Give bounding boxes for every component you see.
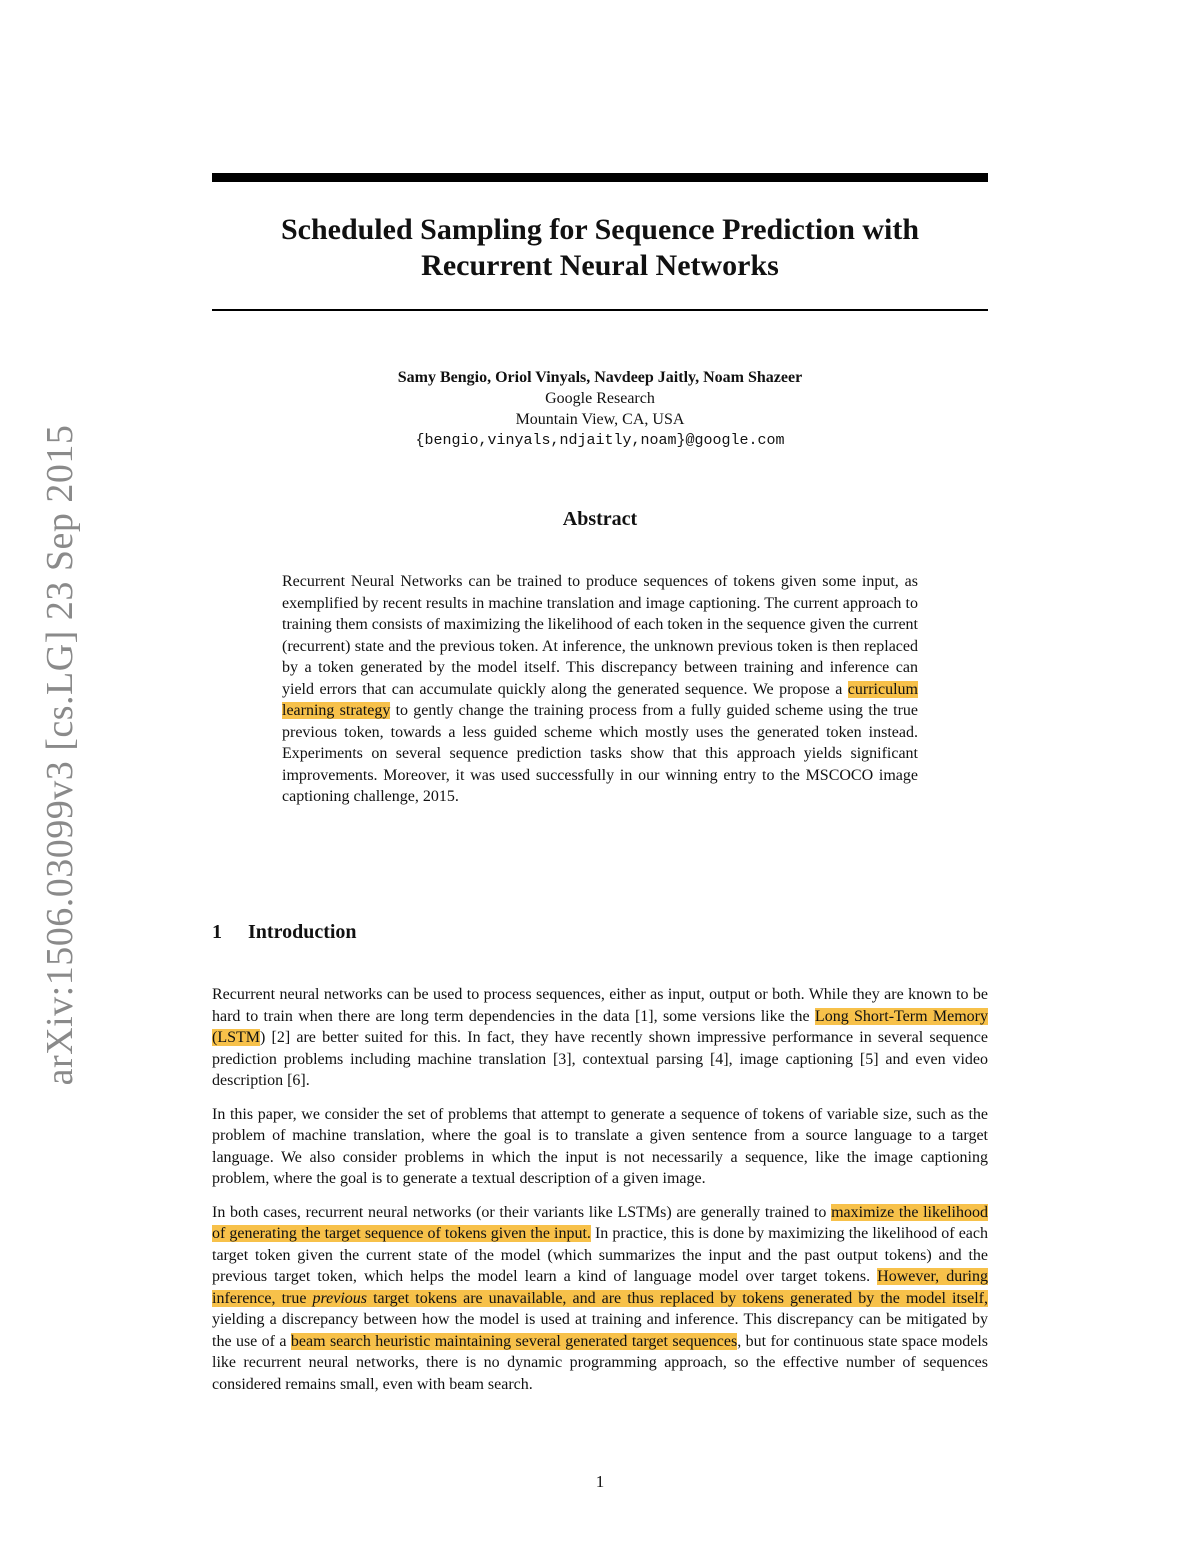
title-line-1: Scheduled Sampling for Sequence Prediction with	[280, 213, 920, 246]
intro-paragraph-1	[212, 984, 988, 1092]
intro-p1-text-1: Recurrent neural networks can be used to process sequences, either as input, output or both. While they are known to be hard to train when there are long term dependencies in the data [1], some versions like the	[212, 986, 988, 1025]
page-number: 1	[595, 1472, 605, 1491]
section-heading	[212, 921, 357, 944]
title-line-2: Recurrent Neural Networks	[421, 249, 779, 282]
highlight-curriculum: curriculum learning strategy	[282, 680, 918, 719]
abstract-text-1: Recurrent Neural Networks can be trained to produce sequences of tokens given some input, as exemplified by recent results in machine translation and image captioning. The current approach to training them consists of maximizing the likelihood of each token in the sequence given the current (recurrent) state and the previous token. At inference, the unknown previous token is then replaced by a token generated by the model itself. This discrepancy between training and inference can yield errors that can accumulate quickly along the generated sequence. We propose a	[282, 573, 918, 698]
author-names: Samy Bengio, Oriol Vinyals, Navdeep Jaitly, Noam Shazeer	[397, 369, 803, 386]
highlight-inference-c: target tokens are unavailable, and are thus replaced by tokens generated by the model itself,	[367, 1289, 988, 1307]
intro-paragraph-2: In this paper, we consider the set of problems that attempt to generate a sequence of tokens of variable size, such as the problem of machine translation, where the goal is to translate a given sentence from a source language to a target language. We also consider problems in which the input is not necessarily a sequence, like the image captioning problem, where the goal is to generate a textual description of a given image.	[212, 1105, 988, 1187]
arxiv-identifier: arXiv:1506.03099v3 [cs.LG] 23 Sep 2015	[39, 424, 81, 1086]
affiliation: Google Research	[545, 390, 655, 407]
intro-p3-text-4: , but for continuous state space models like recurrent neural networks, there is no dynamic programming approach, so the effective number of sequences considered remains small, even with beam search.	[212, 1332, 989, 1393]
section-number: 1	[212, 921, 222, 943]
section-title: Introduction	[248, 921, 357, 943]
highlight-inference-a: However, during inference, true	[212, 1268, 988, 1307]
highlight-inference-italic: previous	[312, 1289, 368, 1307]
introduction-body	[212, 984, 988, 1407]
intro-paragraph-3	[212, 1202, 988, 1396]
title-rule-bottom	[212, 309, 988, 311]
highlight-lstm: Long Short-Term Memory (LSTM	[212, 1007, 988, 1046]
location: Mountain View, CA, USA	[515, 411, 685, 428]
title-rule-top	[212, 173, 988, 182]
email: {bengio,vinyals,ndjaitly,noam}@google.com	[415, 432, 785, 449]
intro-p3-text-3: yielding a discrepancy between how the model is used at training and inference. This discrepancy can be mitigated by the use of a	[212, 1311, 988, 1350]
highlight-beam-search: beam search heuristic maintaining several generated target sequences	[290, 1332, 738, 1350]
intro-p3-text-1: In both cases, recurrent neural networks (or their variants like LSTMs) are generally trained to	[212, 1203, 832, 1221]
abstract-heading: Abstract	[562, 508, 638, 530]
abstract-text-2: to gently change the training process from a fully guided scheme using the true previous token, towards a less guided scheme which mostly uses the generated token instead. Experiments on several sequence prediction tasks show that this approach yields significant improvements. Moreover, it was used successfully in our winning entry to the MSCOCO image captioning challenge, 2015.	[282, 702, 918, 805]
intro-p3-text-2: In practice, this is done by maximizing the likelihood of each target token given the current state of the model (which summarizes the input and the past output tokens) and the previous target token, which helps the model learn a kind of language model over target tokens.	[212, 1225, 988, 1285]
author-block	[212, 367, 988, 451]
paper-title	[212, 212, 988, 284]
highlight-maximize-likelihood: maximize the likelihood of generating the target sequence of tokens given the input.	[212, 1203, 988, 1242]
intro-p1-text-2: ) [2] are better suited for this. In fact, they have recently shown impressive performance in several sequence prediction problems including machine translation [3], contextual parsing [4], image captioning [5] and even video description [6].	[212, 1029, 988, 1089]
abstract-text	[282, 571, 918, 808]
